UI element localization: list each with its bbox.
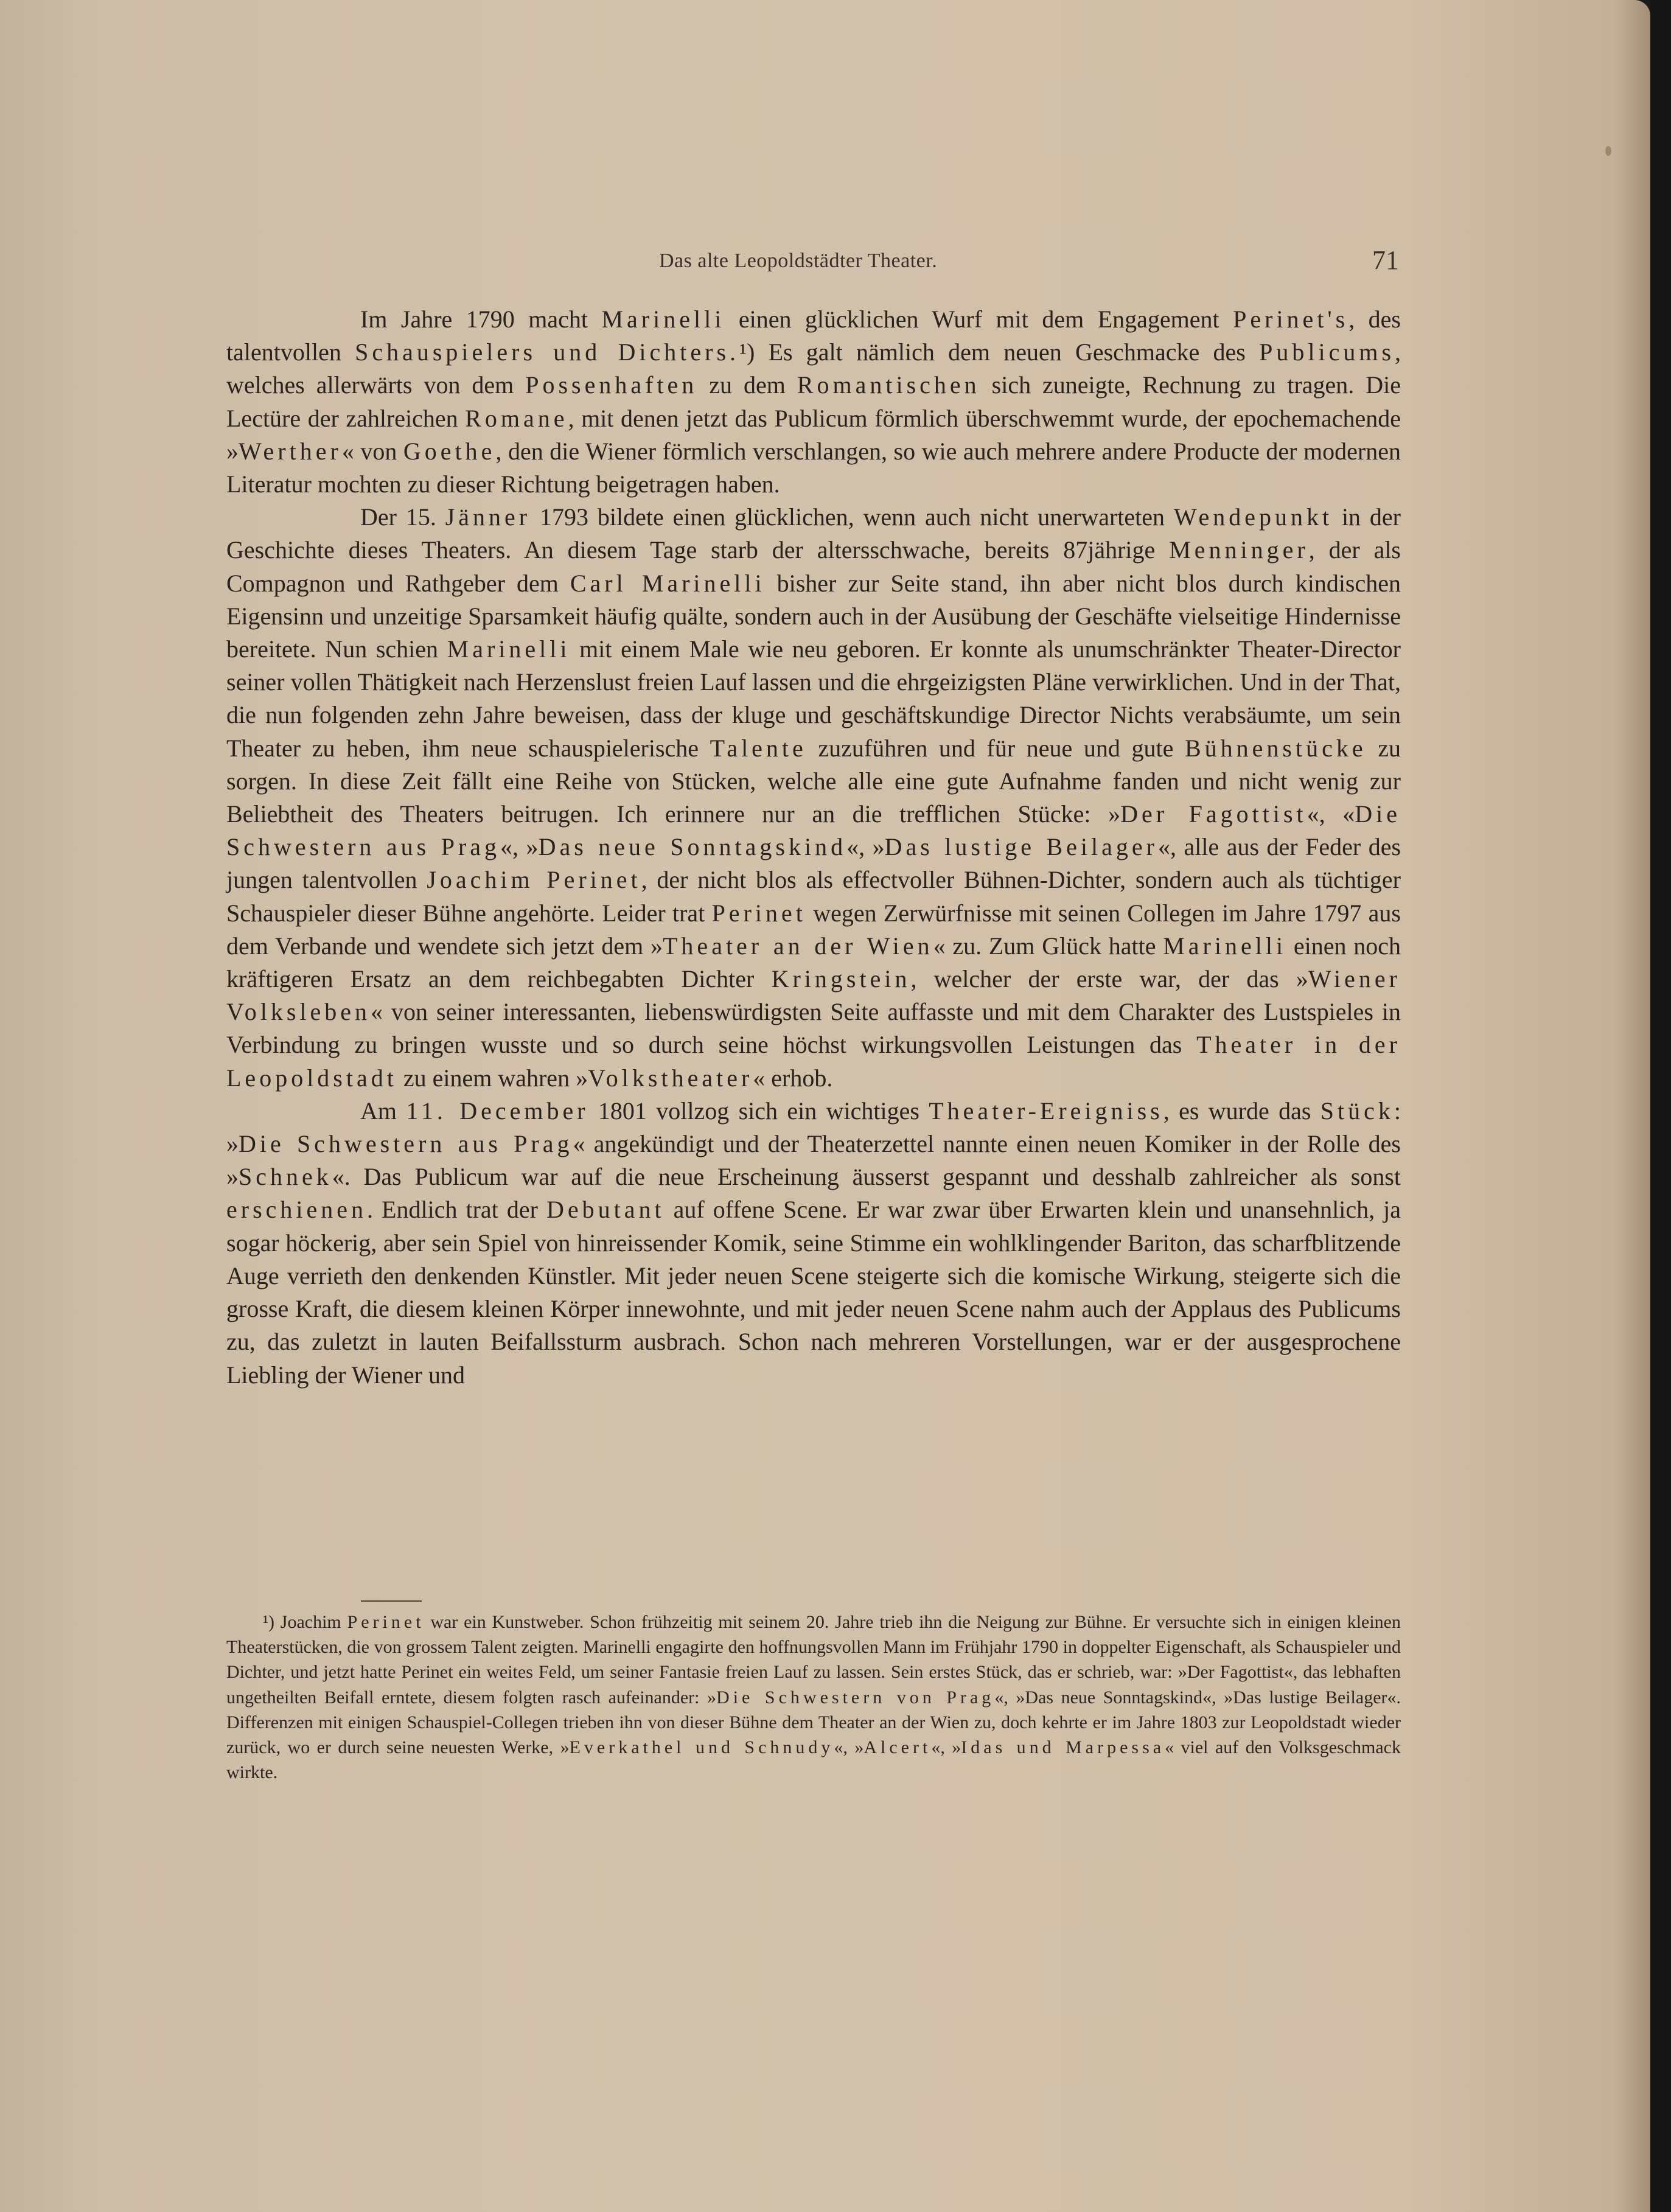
paragraph-text-run: «. Das Publicum war auf die neue Erscheinung äusserst gespannt und desshalb zahlreicher als sonst [332,1163,1401,1191]
footnote-text-run: «, » [834,1737,864,1758]
paragraph-spaced-text: Joachim Perinet [427,866,641,894]
paragraph-spaced-text: Der Fagottist [1120,800,1307,828]
paragraph-spaced-text: Werther [239,437,342,465]
paragraph-text-run: ¹) Es galt nämlich dem neuen Geschmacke des [739,338,1260,366]
paragraph-spaced-text: Menninger [1169,536,1309,564]
paragraph-spaced-text: Schnek [239,1163,332,1191]
paragraph-text-run: . Endlich trat der [367,1196,546,1224]
paragraph-spaced-text: Perinet's [1233,305,1349,333]
footnote-spaced-text: Alcert [863,1737,932,1758]
paragraph-text-run: zuzuführen und für neue und gute [806,734,1185,762]
paragraph-text-run: einen noch kräftigeren Ersatz an dem reichbegabten Dichter [226,932,1401,993]
page-edge-shadow [1614,0,1650,2212]
paragraph-spaced-text: Theater an der Wien [663,932,933,960]
paragraph-spaced-text: Schauspielers und Dichters. [355,338,740,366]
paragraph-spaced-text: Talente [710,734,807,762]
paragraph-text-run: mit einem Male wie neu geboren. Er konnte als unumschränkter Theater-Director seiner vollen Thätigkeit nach Herzenslust freien Lauf lassen und die ehrgeizigsten Pläne verwirklichen. Und in der That, die nun folgenden zehn Jahre beweisen, dass der kluge und geschäftskundige Director Nichts verabsäumte, um sein Theater zu heben, ihm neue schauspielerische [226,635,1401,762]
page-header [0,245,1650,286]
paragraph-spaced-text: erschienen [226,1196,368,1224]
paragraph-spaced-text: Romane [465,404,568,432]
paragraph-spaced-text: Marinelli [601,305,725,333]
paragraph-text-run: bisher zur Seite stand, ihn aber nicht blos durch kindischen Eigensinn und unzeitige Sparsamkeit häufig quälte, sondern auch in der Ausübung der Geschäfte vielseitige Hindernisse bereitete. Nun schien [226,569,1401,663]
paragraph-text-run: , der als Compagnon und Rathgeber dem [226,536,1401,597]
paragraph-spaced-text: Marinelli [1163,932,1287,960]
paragraph-text-run: « erhob. [753,1064,833,1092]
paragraph-2 [226,501,1401,1095]
footnote [226,1610,1401,1785]
paragraph-spaced-text: Theater in der Leopoldstadt [226,1031,1401,1092]
paragraph-text-run: zu einem wahren » [397,1064,588,1092]
footnote-rule [361,1600,422,1602]
paragraph-spaced-text: Die Schwestern aus Prag [239,1130,573,1158]
running-title: Das alte Leopoldstädter Theater. [659,249,938,272]
footnote-text-run: «, » [931,1737,961,1758]
paragraph-spaced-text: Goethe [403,437,496,465]
footnote-text-run: ¹) Joachim [263,1612,347,1632]
paragraph-spaced-text: Jänner [445,503,531,531]
footnote-text [226,1610,1401,1785]
paragraph-spaced-text: Perinet [711,899,806,927]
paragraph-text-run: , des talentvollen [226,305,1401,366]
paragraph-1 [226,303,1401,501]
ink-blot-mark [1605,146,1611,156]
paragraph-text-run: « von seiner interessanten, liebenswürdigsten Seite auffasste und mit dem Charakter des Lustspieles in Verbindung zu bringen wusste und so durch seine höchst wirkungsvollen Leistungen das [226,998,1401,1059]
body-text [226,303,1401,1392]
footnote-spaced-text: Perinet [347,1612,425,1632]
paragraph-text-run: , mit denen jetzt das Publicum förmlich überschwemmt wurde, der epochemachende » [226,404,1401,465]
paragraph-spaced-text: Stück [1320,1097,1394,1125]
paragraph-text-run: in der Geschichte dieses Theaters. An diesem Tage starb der altersschwache, bereits 87jährige [226,503,1401,564]
paragraph-spaced-text: Theater-Ereigniss [929,1097,1163,1125]
footnote-spaced-text: Die Schwestern von Prag [716,1687,995,1708]
paragraph-text-run: «, » [500,833,539,861]
paragraph-text-run: sich zuneigte, Rechnung zu tragen. Die Lectüre der zahlreichen [226,371,1401,432]
paragraph-spaced-text: Wiener Volksleben [226,965,1401,1026]
paragraph-spaced-text: Marinelli [447,635,571,663]
paragraph-spaced-text: Bühnenstücke [1185,734,1367,762]
paragraph-text-run: Der 15. [360,503,445,531]
paragraph-text-run: « zu. Zum Glück hatte [933,932,1163,960]
paragraph-text-run: Im Jahre 1790 macht [360,305,602,333]
paragraph-text-run: « angekündigt und der Theaterzettel nannte einen neuen Komiker in der Rolle des » [226,1130,1401,1191]
page-number: 71 [1372,245,1399,275]
paragraph-text-run: Am [360,1097,406,1125]
paragraph-text-run: , welches allerwärts von dem [226,338,1401,399]
paragraph-spaced-text: Publicums [1259,338,1395,366]
paragraph-spaced-text: Die Schwestern aus Prag [226,800,1401,861]
paragraph-text-run: einen glücklichen Wurf mit dem Engagement [725,305,1233,333]
paragraph-spaced-text: Carl Marinelli [570,569,766,597]
paragraph-spaced-text: 11. December [406,1097,589,1125]
paragraph-text-run: « von [341,437,403,465]
paragraph-spaced-text: Possenhaften [525,371,698,399]
paragraph-spaced-text: Das lustige Beilager [884,833,1158,861]
paragraph-spaced-text: Romantischen [797,371,980,399]
paragraph-spaced-text: Das neue Sonntagskind [538,833,847,861]
paragraph-text-run: , welcher der erste war, der das » [910,965,1308,993]
paragraph-text-run: «, « [1306,800,1355,828]
paragraph-text-run: zu sorgen. In diese Zeit fällt eine Reihe von Stücken, welche alle eine gute Aufnahme fanden und nicht wenig zur Beliebtheit des Theaters beitrugen. Ich erinnere nur an die trefflichen Stücke: » [226,734,1401,828]
paragraph-text-run: , der nicht blos als effectvoller Bühnen-Dichter, sondern auch als tüchtiger Schauspieler dieser Bühne angehörte. Leider trat [226,866,1401,927]
paragraph-3 [226,1095,1401,1392]
footnote-text-run: « viel auf den Volksgeschmack wirkte. [226,1737,1401,1783]
paragraph-text-run: 1793 bildete einen glücklichen, wenn auch nicht unerwarteten [531,503,1174,531]
paragraph-text-run: zu dem [697,371,797,399]
paragraph-text-run: auf offene Scene. Er war zwar über Erwarten klein und unansehnlich, ja sogar höckerig, aber sein Spiel von hinreissender Komik, seine Stimme ein wohlklingender Bariton, das scharfblitzende Auge verrieth den denkenden Künstler. Mit jeder neuen Scene steigerte sich die komische Wirkung, steigerte sich die grosse Kraft, die diesem kleinen Körper innewohnte, und mit jeder neuen Scene nahm auch der Applaus des Publicums zu, das zuletzt in lauten Beifallssturm ausbrach. Schon nach mehreren Vorstellungen, war er der ausgesprochene Liebling der Wiener und [226,1196,1401,1389]
footnote-text-run: «, »Das neue Sonntagskind«, »Das lustige Beilager«. Differenzen mit einigen Schauspiel-Collegen trieben ihn von dieser Bühne dem Theater an der Wien zu, doch kehrte er im Jahre 1803 zur Leopoldstadt wieder zurück, wo er durch seine neuesten Werke, » [226,1687,1401,1758]
paragraph-text-run: 1801 vollzog sich ein wichtiges [588,1097,929,1125]
paragraph-spaced-text: Debutant [546,1196,665,1224]
paragraph-spaced-text: Wendepunkt [1173,503,1333,531]
paragraph-text-run: , es wurde das [1163,1097,1320,1125]
paragraph-spaced-text: Volkstheater [588,1064,753,1092]
paragraph-spaced-text: Kringstein [771,965,911,993]
footnote-spaced-text: Idas und Marpessa [961,1737,1165,1758]
footnote-text-run: war ein Kunstweber. Schon frühzeitig mit seinem 20. Jahre trieb ihn die Neigung zur Bühne. Er versuchte sich in einigen kleinen Theaterstücken, die von grossem Talent zeigten. Marinelli engagirte den hoffnungsvollen Mann im Frühjahr 1790 in doppelter Eigenschaft, als Schauspieler und Dichter, und jetzt hatte Perinet ein weites Feld, um seiner Fantasie freien Lauf zu lassen. Sein erstes Stück, das er schrieb, war: »Der Fagottist«, das lebhaften ungetheilten Beifall erntete, diesem folgten rasch aufeinander: » [226,1612,1401,1708]
paragraph-text-run: «, » [846,833,885,861]
footnote-spaced-text: Everkathel und Schnudy [569,1737,834,1758]
paragraph-text-run: wegen Zerwürfnisse mit seinen Collegen im Jahre 1797 aus dem Verbande und wendete sich jetzt dem » [226,899,1401,960]
paragraph-text-run: «, alle aus der Feder des jungen talentvollen [226,833,1401,894]
paragraph-text-run: : » [226,1097,1401,1158]
paragraph-text-run: , den die Wiener förmlich verschlangen, so wie auch mehrere andere Producte der modernen Literatur mochten zu dieser Richtung beigetragen haben. [226,437,1401,498]
